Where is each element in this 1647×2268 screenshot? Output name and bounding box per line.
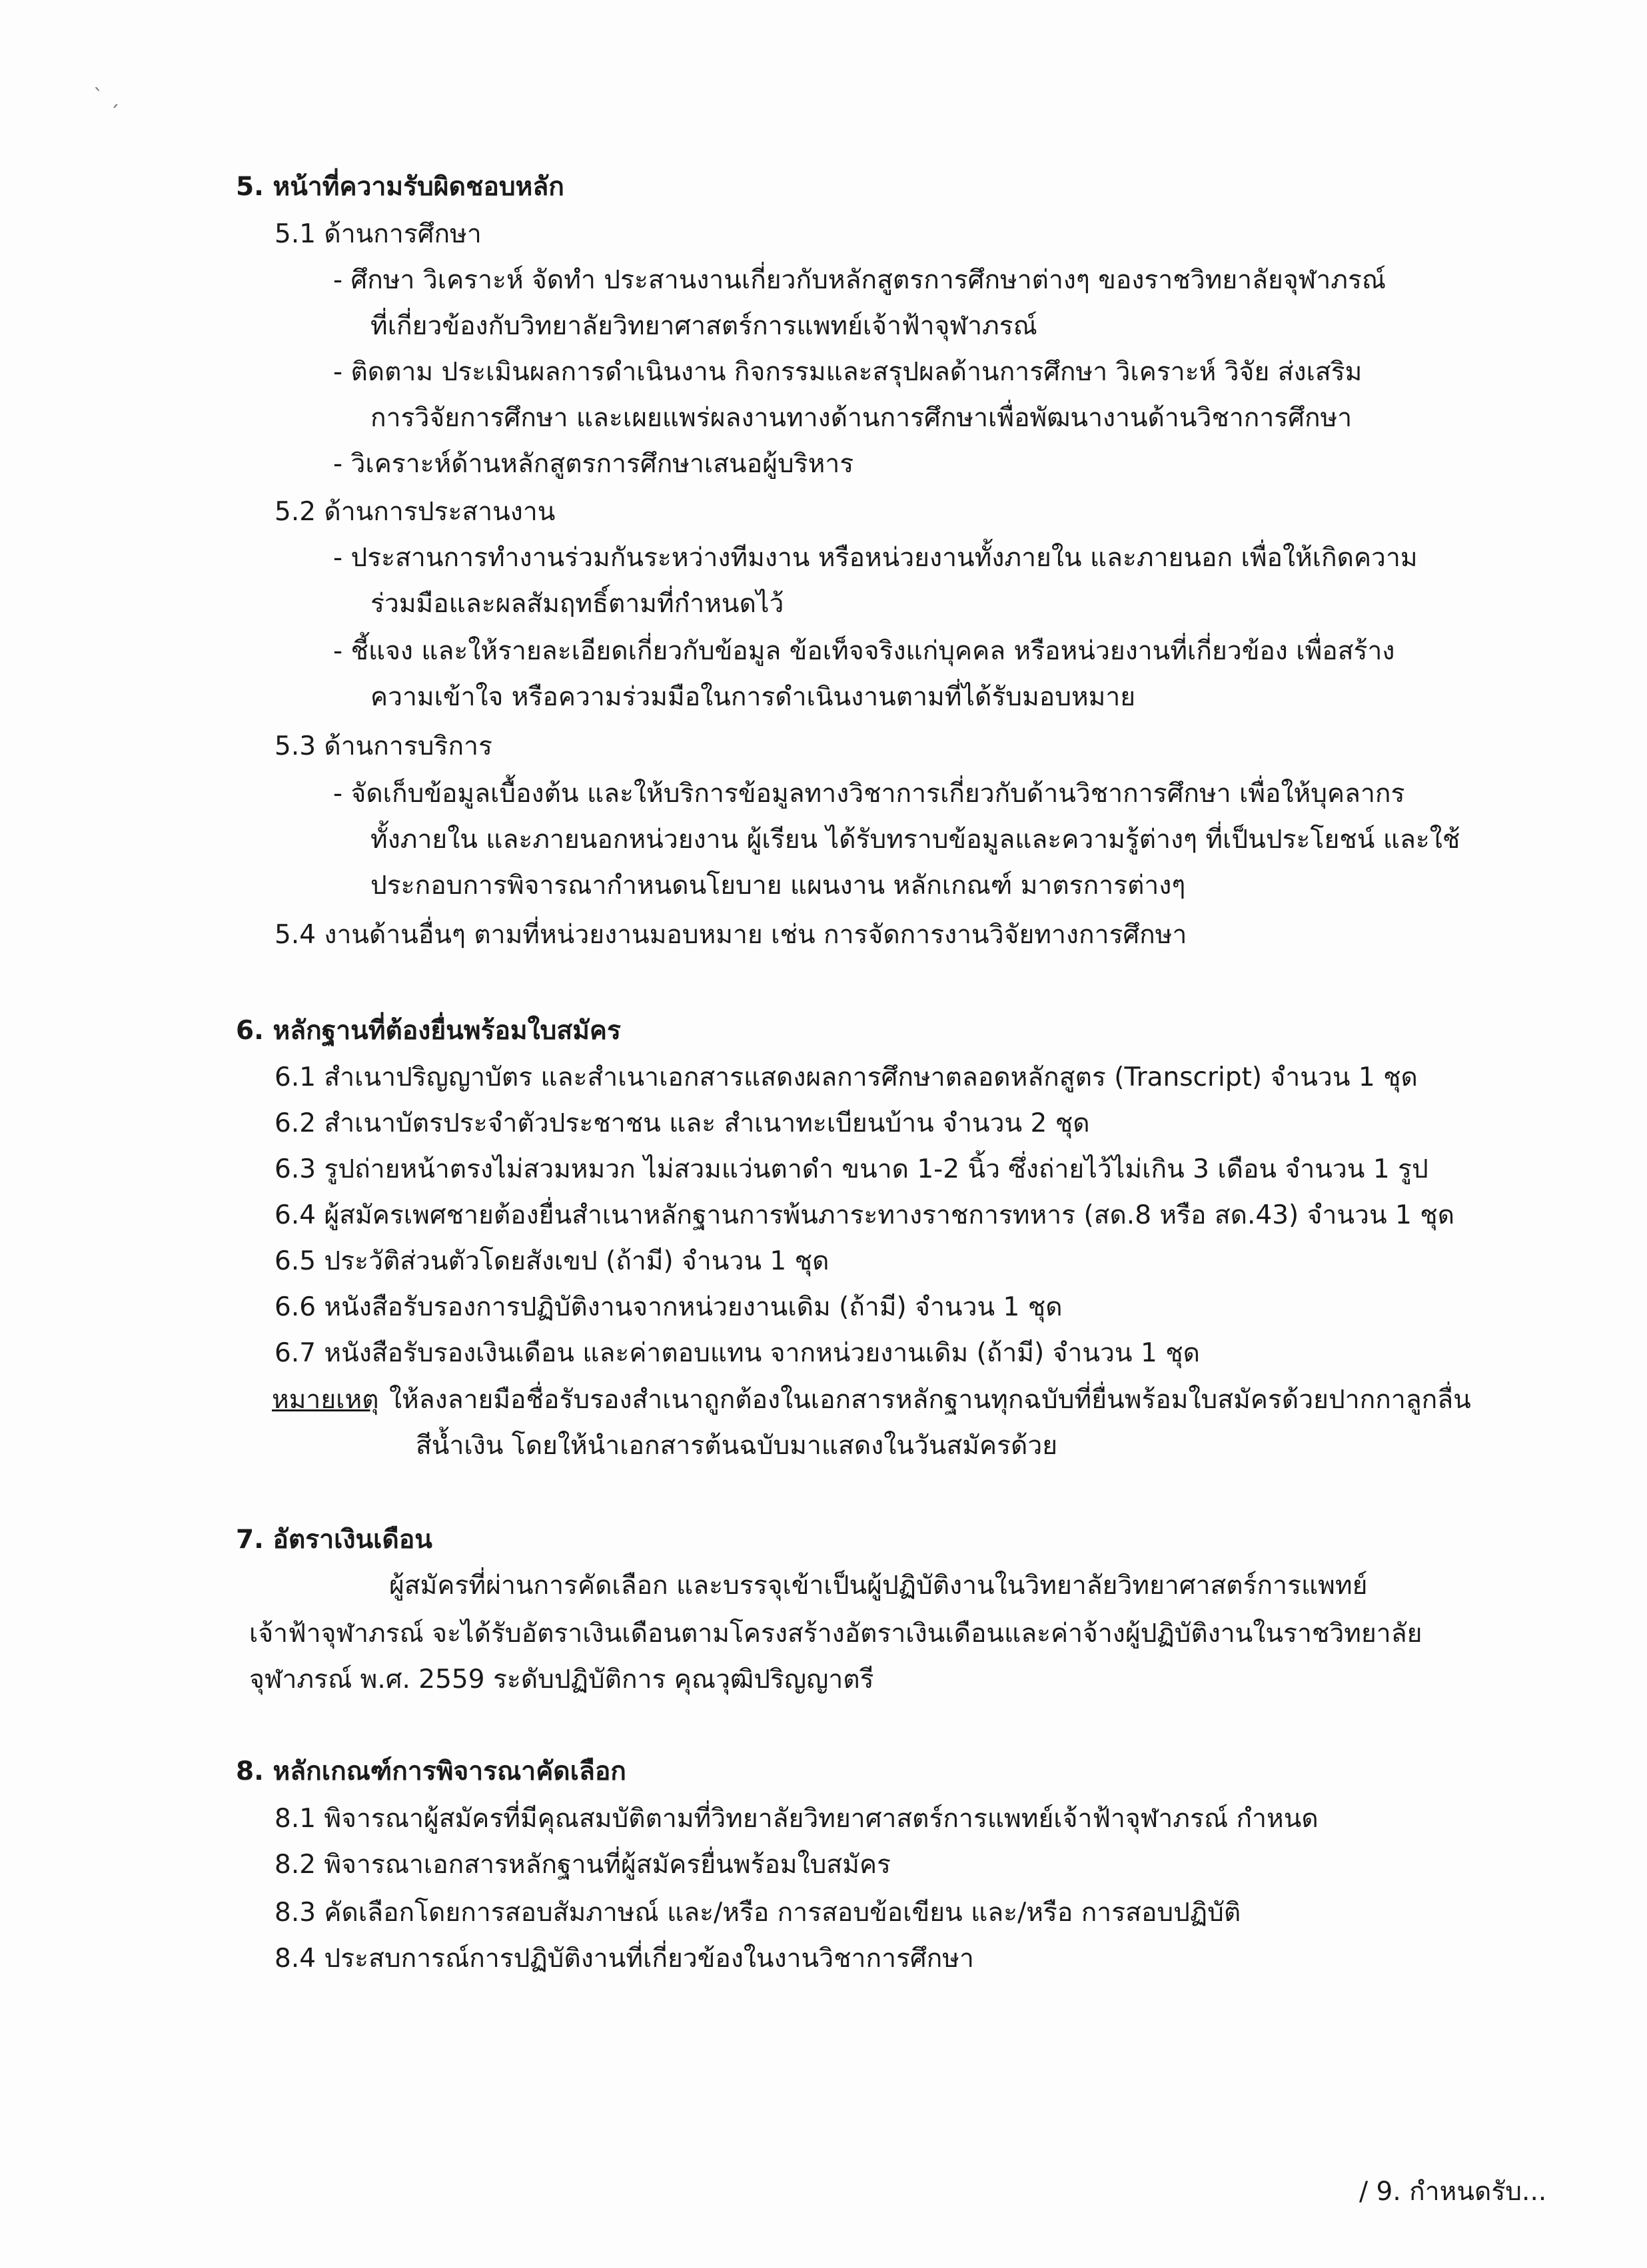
section-6-item-6: 6.6 หนังสือรับรองการปฏิบัติงานจากหน่วยงานเดิม (ถ้ามี) จำนวน 1 ชุด xyxy=(274,1292,1063,1322)
section-8-item-2: 8.2 พิจารณาเอกสารหลักฐานที่ผู้สมัครยื่นพร้อมใบสมัคร xyxy=(274,1850,891,1880)
page-continuation-footer: / 9. กำหนดรับ... xyxy=(1359,2177,1547,2207)
section-6-item-4: 6.4 ผู้สมัครเพศชายต้องยื่นสำเนาหลักฐานการพ้นภาระทางราชการทหาร (สด.8 หรือ สด.43) จำนวน 1 ชุด xyxy=(274,1200,1455,1230)
note-label: หมายเหตุ xyxy=(272,1385,379,1415)
scan-mark: ˋ ˏ xyxy=(93,85,120,109)
section-8-item-1: 8.1 พิจารณาผู้สมัครที่มีคุณสมบัติตามที่วิทยาลัยวิทยาศาสตร์การแพทย์เจ้าฟ้าจุฬาภรณ์ กำหนด xyxy=(274,1804,1319,1834)
section-5-2-bullet-2-cont: ความเข้าใจ หรือความร่วมมือในการดำเนินงานตามที่ได้รับมอบหมาย xyxy=(370,682,1136,712)
section-5-3-bullet-1-cont: ทั้งภายใน และภายนอกหน่วยงาน ผู้เรียน ได้รับทราบข้อมูลและความรู้ต่างๆ ที่เป็นประโยชน์ และใช้ xyxy=(370,825,1460,855)
section-5-2-heading: 5.2 ด้านการประสานงาน xyxy=(274,497,556,527)
section-7-paragraph-line-3: จุฬาภรณ์ พ.ศ. 2559 ระดับปฏิบัติการ คุณวุฒิปริญญาตรี xyxy=(249,1665,874,1695)
section-5-1-bullet-1: - ศึกษา วิเคราะห์ จัดทำ ประสานงานเกี่ยวกับหลักสูตรการศึกษาต่างๆ ของราชวิทยาลัยจุฬาภรณ์ xyxy=(333,265,1386,295)
section-5-1-bullet-2-cont: การวิจัยการศึกษา และเผยแพร่ผลงานทางด้านการศึกษาเพื่อพัฒนางานด้านวิชาการศึกษา xyxy=(370,403,1353,433)
section-5-2-bullet-1-cont: ร่วมมือและผลสัมฤทธิ์ตามที่กำหนดไว้ xyxy=(370,589,784,619)
section-7-paragraph-line-1: ผู้สมัครที่ผ่านการคัดเลือก และบรรจุเข้าเป็นผู้ปฏิบัติงานในวิทยาลัยวิทยาศาสตร์การแพทย์ xyxy=(389,1571,1368,1601)
note-text: ให้ลงลายมือชื่อรับรองสำเนาถูกต้องในเอกสารหลักฐานทุกฉบับที่ยื่นพร้อมใบสมัครด้วยปากกาลูกลื่น xyxy=(389,1385,1471,1415)
section-8-item-4: 8.4 ประสบการณ์การปฏิบัติงานที่เกี่ยวข้องในงานวิชาการศึกษา xyxy=(274,1944,974,1974)
section-5-3-bullet-1-cont-2: ประกอบการพิจารณากำหนดนโยบาย แผนงาน หลักเกณฑ์ มาตรการต่างๆ xyxy=(370,871,1186,901)
section-8-item-3: 8.3 คัดเลือกโดยการสอบสัมภาษณ์ และ/หรือ การสอบข้อเขียน และ/หรือ การสอบปฏิบัติ xyxy=(274,1898,1241,1928)
section-6-item-1: 6.1 สำเนาปริญญาบัตร และสำเนาเอกสารแสดงผลการศึกษาตลอดหลักสูตร (Transcript) จำนวน 1 ชุด xyxy=(274,1062,1418,1092)
section-6-item-3: 6.3 รูปถ่ายหน้าตรงไม่สวมหมวก ไม่สวมแว่นตาดำ ขนาด 1-2 นิ้ว ซึ่งถ่ายไว้ไม่เกิน 3 เดือน จำนวน 1 รูป xyxy=(274,1154,1428,1184)
section-6-item-2: 6.2 สำเนาบัตรประจำตัวประชาชน และ สำเนาทะเบียนบ้าน จำนวน 2 ชุด xyxy=(274,1108,1090,1138)
section-7-paragraph-line-2: เจ้าฟ้าจุฬาภรณ์ จะได้รับอัตราเงินเดือนตามโครงสร้างอัตราเงินเดือนและค่าจ้างผู้ปฏิบัติงานในราชวิทยาลัย xyxy=(249,1619,1422,1649)
section-5-2-bullet-1: - ประสานการทำงานร่วมกันระหว่างทีมงาน หรือหน่วยงานทั้งภายใน และภายนอก เพื่อให้เกิดความ xyxy=(333,543,1418,573)
note-text-cont: สีน้ำเงิน โดยให้นำเอกสารต้นฉบับมาแสดงในวันสมัครด้วย xyxy=(416,1431,1058,1461)
section-6-item-5: 6.5 ประวัติส่วนตัวโดยสังเขป (ถ้ามี) จำนวน 1 ชุด xyxy=(274,1246,829,1276)
section-5-2-bullet-2: - ชี้แจง และให้รายละเอียดเกี่ยวกับข้อมูล ข้อเท็จจริงแก่บุคคล หรือหน่วยงานที่เกี่ยวข้อง เพื่อสร้าง xyxy=(333,636,1395,666)
section-6-item-7: 6.7 หนังสือรับรองเงินเดือน และค่าตอบแทน จากหน่วยงานเดิม (ถ้ามี) จำนวน 1 ชุด xyxy=(274,1338,1200,1368)
section-5-3-heading: 5.3 ด้านการบริการ xyxy=(274,731,492,761)
section-5-4: 5.4 งานด้านอื่นๆ ตามที่หน่วยงานมอบหมาย เช่น การจัดการงานวิจัยทางการศึกษา xyxy=(274,920,1187,950)
section-8-title: 8. หลักเกณฑ์การพิจารณาคัดเลือก xyxy=(236,1756,626,1786)
section-5-1-bullet-2: - ติดตาม ประเมินผลการดำเนินงาน กิจกรรมและสรุปผลด้านการศึกษา วิเคราะห์ วิจัย ส่งเสริม xyxy=(333,357,1363,387)
section-5-1-heading: 5.1 ด้านการศึกษา xyxy=(274,219,482,249)
section-5-1-bullet-1-cont: ที่เกี่ยวข้องกับวิทยาลัยวิทยาศาสตร์การแพทย์เจ้าฟ้าจุฬาภรณ์ xyxy=(370,311,1037,341)
section-6-title: 6. หลักฐานที่ต้องยื่นพร้อมใบสมัคร xyxy=(236,1016,621,1046)
section-5-1-bullet-3: - วิเคราะห์ด้านหลักสูตรการศึกษาเสนอผู้บริหาร xyxy=(333,449,854,479)
section-5-title: 5. หน้าที่ความรับผิดชอบหลัก xyxy=(236,172,564,202)
section-7-title: 7. อัตราเงินเดือน xyxy=(236,1525,432,1555)
section-5-3-bullet-1: - จัดเก็บข้อมูลเบื้องต้น และให้บริการข้อมูลทางวิชาการเกี่ยวกับด้านวิชาการศึกษา เพื่อให้บุคลากร xyxy=(333,779,1405,809)
